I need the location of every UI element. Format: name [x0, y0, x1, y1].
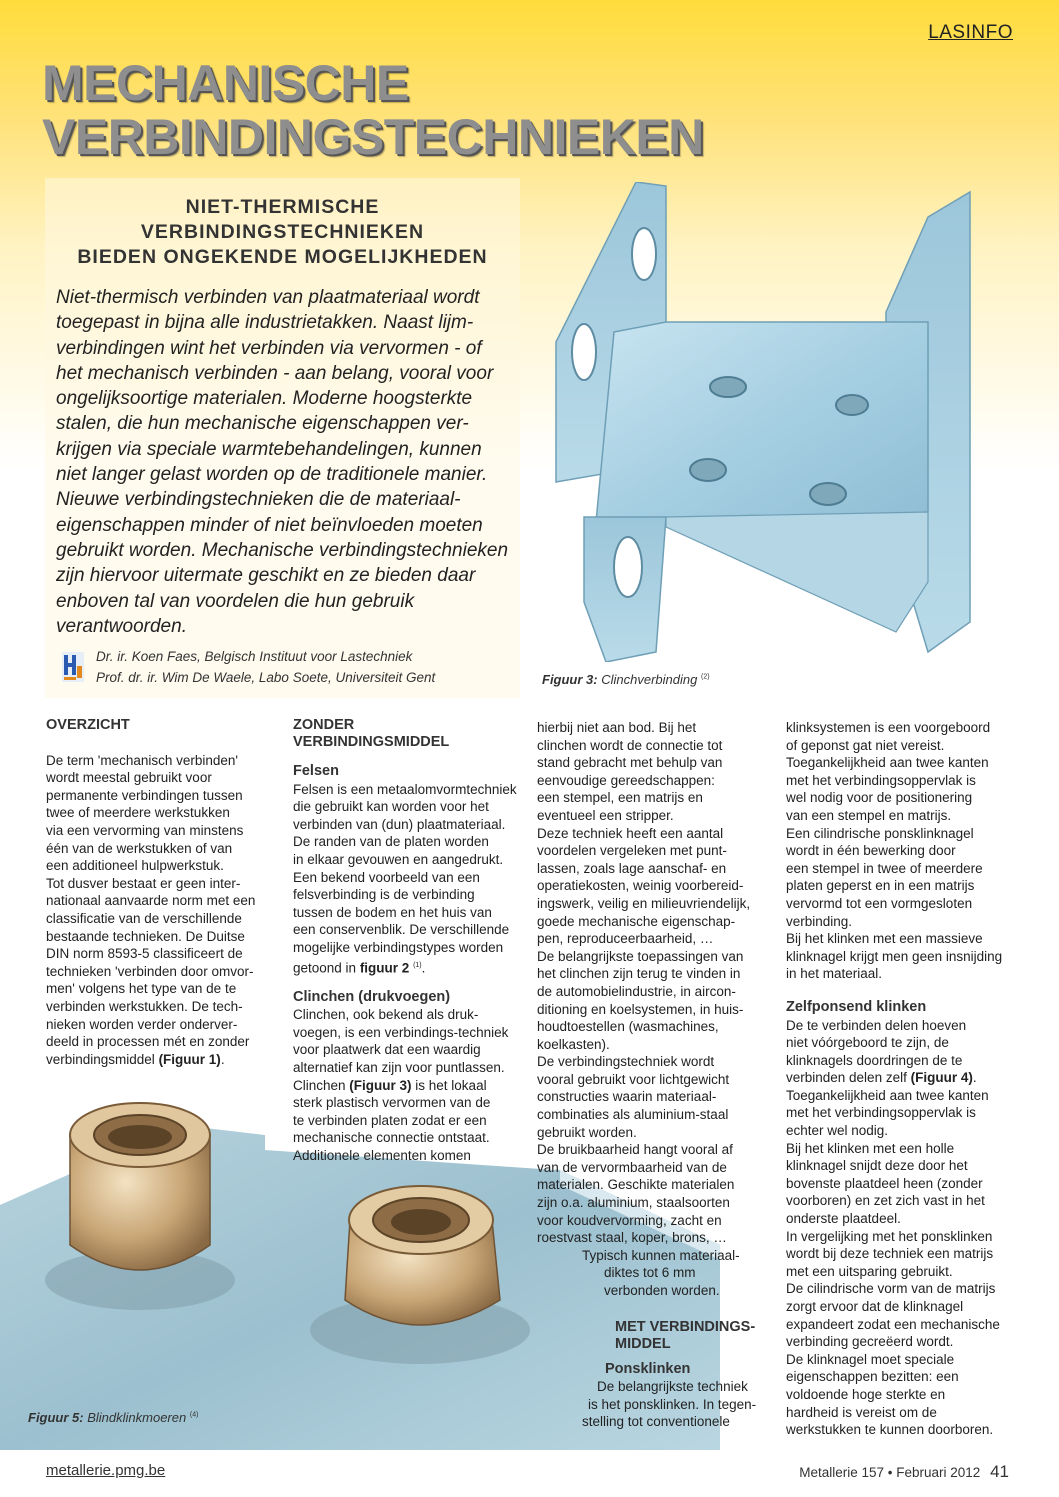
body-line: onderste plaatdeel.: [786, 1211, 901, 1227]
body-line: via een vervorming van minstens: [46, 822, 244, 838]
lead-line: enboven tal van voordelen die hun gebruik: [56, 590, 415, 612]
body-line: zorgt ervoor dat de klinknagel: [786, 1299, 964, 1314]
body-line: De belangrijkste toepassingen van: [537, 948, 744, 964]
figure-4-reference: (Figuur 4): [910, 1070, 973, 1086]
subheading-ponsklinken: Ponsklinken: [605, 1360, 691, 1377]
body-line: sterk plastisch vervormen van de: [293, 1095, 491, 1111]
body-line: hardheid is vereist om de: [786, 1404, 937, 1420]
body-line: is het ponsklinken. In tegen-: [588, 1396, 757, 1412]
body-line: eenvoudige gereedschappen:: [537, 772, 715, 788]
lead-line: verbindingen wint het verbinden via vervormen - of: [56, 337, 482, 359]
figure-3-clinch-photo: [536, 182, 1036, 662]
body-line: deeld in processen mét en zonder: [46, 1034, 250, 1050]
subheading-felsen: Felsen: [293, 763, 339, 779]
body-line: eigenschappen bezitten: een: [786, 1369, 959, 1385]
body-line: van een stempel en matrijs.: [786, 807, 952, 823]
body-line: Clinchen, ook bekend als druk-: [293, 1007, 479, 1023]
body-line: verbinding gecreëerd wordt.: [786, 1334, 954, 1350]
body-line: In vergelijking met het ponsklinken: [786, 1228, 993, 1244]
body-line: wordt meestal gebruikt voor: [46, 770, 212, 786]
body-line: De term 'mechanisch verbinden': [46, 752, 238, 768]
body-line: mogelijke verbindingstypes worden: [293, 939, 504, 955]
body-line: met het verbindingsoppervlak is: [786, 1105, 976, 1121]
body-line: wordt bij deze techniek een matrijs: [786, 1246, 994, 1262]
body-line: verbinden van (dun) plaatmateriaal.: [293, 816, 506, 832]
body-text: verbinden delen zelf: [786, 1070, 911, 1086]
body-line: pen, reproduceerbaarheid, …: [537, 931, 714, 947]
body-line: clinchen wordt de connectie tot: [537, 737, 723, 753]
body-line: vervormd tot een vormgesloten: [786, 895, 973, 911]
figure-5-text: Blindklinkmoeren: [87, 1410, 187, 1425]
lead-line: gebruikt worden. Mechanische verbindingstechnieken: [56, 539, 509, 561]
figure-3-reference: (Figuur 3): [349, 1077, 412, 1093]
body-line: in elkaar gevouwen en aangedrukt.: [293, 851, 504, 867]
figure-3-label: Figuur 3:: [542, 672, 598, 687]
body-line: ingswerk, veilig en milieuvriendelijk,: [537, 895, 751, 911]
body-line: verbonden worden.: [604, 1283, 720, 1298]
lead-line: niet langer gelast worden op de traditionele manier.: [56, 464, 488, 486]
lead-line: zijn hiervoor uitermate geschikt en ze bieden daar: [56, 565, 476, 587]
lead-line: krijgen via speciale warmtebehandelingen, kunnen: [56, 438, 482, 460]
body-line: De randen van de platen worden: [293, 834, 489, 850]
body-line: nationaal aanvaarde norm met een: [46, 893, 256, 909]
body-line: gebruikt worden.: [537, 1124, 637, 1140]
subtitle-line-3: BIEDEN ONGEKENDE MOGELIJKHEDEN: [77, 246, 488, 268]
body-line: van de vervormbaarheid van de: [537, 1159, 727, 1175]
body-line: [293, 1077, 528, 1095]
body-line: Deze techniek heeft een aantal: [537, 825, 724, 841]
body-line: wordt in één bewerking door: [786, 843, 956, 859]
subheading-clinchen: Clinchen (drukvoegen): [293, 988, 451, 1005]
body-line: Typisch kunnen materiaal-: [582, 1247, 740, 1263]
body-line: Toegankelijkheid aan twee kanten: [786, 755, 989, 771]
body-text: .: [220, 1051, 225, 1067]
body-line: goede mechanische eigenschap-: [537, 913, 736, 929]
column-4: [786, 719, 1036, 1439]
body-line: [293, 957, 528, 977]
lead-line: het mechanisch verbinden - aan belang, vooral voor: [56, 362, 494, 384]
figure-3-caption: [542, 672, 710, 687]
body-line: wel nodig voor de positionering: [786, 790, 973, 806]
figure-5-label: Figuur 5:: [28, 1410, 84, 1425]
body-line: combinaties als aluminium-staal: [537, 1107, 729, 1123]
footer-issue-info: [799, 1462, 1009, 1482]
figure-5-caption: [28, 1410, 198, 1425]
body-line: voor plaatwerk dat een waardig: [293, 1042, 481, 1058]
body-line: een conservenblik. De verschillende: [293, 922, 510, 938]
body-line: De belangrijkste techniek: [597, 1379, 748, 1395]
body-line: die gebruikt kan worden voor het: [293, 799, 489, 815]
body-line: te verbinden platen zodat er een: [293, 1112, 487, 1128]
body-line: tussen de bodem en het huis van: [293, 904, 492, 920]
page-title: [42, 56, 742, 164]
issue-label: Metallerie 157 • Februari 2012: [799, 1465, 981, 1480]
subtitle-line-1: NIET-THERMISCHE: [185, 196, 380, 218]
body-line: alternatief kan zijn voor puntlassen.: [293, 1060, 505, 1075]
body-line: met een uitsparing gebruikt.: [786, 1263, 953, 1279]
subheading-zelfponsend-klinken: Zelfponsend klinken: [786, 998, 927, 1015]
body-line: technieken 'verbinden door omvor-: [46, 963, 254, 979]
body-line: Een bekend voorbeeld van een: [293, 869, 480, 885]
body-line: De cilindrische vorm van de matrijs: [786, 1281, 996, 1297]
body-line: voorboren) en zet zich vast in het: [786, 1193, 985, 1209]
page-number: 41: [990, 1462, 1009, 1481]
body-line: voordelen vergeleken met punt-: [537, 843, 727, 859]
body-line: klinknagels doordringen de te: [786, 1052, 963, 1068]
body-text: Clinchen: [293, 1077, 350, 1093]
body-line: materialen. Geschikte materialen: [537, 1177, 735, 1193]
body-line: één van de werkstukken of van: [46, 840, 233, 856]
body-line: diktes tot 6 mm: [604, 1265, 696, 1281]
body-line: eventueel een stripper.: [537, 807, 674, 823]
body-text: .: [972, 1070, 977, 1086]
body-line: een stempel in twee of meerdere: [786, 860, 983, 876]
body-line: echter wel nodig.: [786, 1123, 889, 1139]
body-line: niet vóórgeboord te zijn, de: [786, 1035, 949, 1051]
subtitle: [45, 195, 520, 270]
figure-2-reference: figuur 2: [359, 960, 410, 976]
body-line: twee of meerdere werkstukken: [46, 805, 230, 821]
body-line: [786, 1069, 1036, 1087]
body-line: koelkasten).: [537, 1036, 610, 1052]
body-line: een stempel, een matrijs en: [537, 790, 703, 806]
body-line: voldoende hoge sterkte en: [786, 1386, 946, 1402]
body-line: verbinding.: [786, 913, 853, 929]
body-line: Een cilindrische ponsklinknagel: [786, 825, 974, 841]
body-line: De klinknagel moet speciale: [786, 1351, 955, 1367]
body-line: met het verbindingsoppervlak is: [786, 772, 976, 788]
lead-line: Nieuwe verbindingstechnieken die de materiaal-: [56, 489, 461, 511]
body-line: Bij het klinken met een holle: [786, 1140, 955, 1156]
figure-3-ref: (2): [700, 673, 710, 681]
body-line: [46, 1051, 276, 1069]
lead-line: ongelijksoortige materialen. Moderne hoogsterkte: [56, 388, 473, 410]
heading-met-verbindingsmiddel: MET VERBINDINGS-: [615, 1318, 756, 1335]
body-line: ditioning en koelsystemen, in huis-: [537, 1001, 744, 1017]
body-line: Tot dusver bestaat er geen inter-: [46, 875, 241, 891]
body-line: bestaande technieken. De Duitse: [46, 928, 245, 944]
body-line: Toegankelijkheid aan twee kanten: [786, 1087, 989, 1103]
body-line: classificatie van de verschillende: [46, 910, 242, 926]
body-line: permanente verbindingen tussen: [46, 787, 243, 803]
body-line: roestvast staal, koper, brons, …: [537, 1230, 727, 1246]
body-line: de automobielindustrie, in aircon-: [537, 983, 736, 999]
lead-line: toegepast in bijna alle industrietakken. Naast lijm-: [56, 312, 474, 334]
heading-middel: MIDDEL: [615, 1335, 671, 1352]
body-line: De te verbinden delen hoeven: [786, 1017, 967, 1033]
body-line: vooral gebruikt voor lichtgewicht: [537, 1071, 730, 1087]
author-credits: [96, 646, 435, 688]
body-line: stand gebracht met behulp van: [537, 755, 723, 771]
body-text: getoond in: [293, 960, 360, 976]
body-line: in het materiaal.: [786, 966, 883, 982]
column-3: [537, 719, 777, 1431]
heading-zonder: ZONDER: [293, 717, 355, 733]
lead-paragraph: [56, 285, 518, 639]
body-line: hierbij niet aan bod. Bij het: [537, 720, 697, 735]
section-tag[interactable]: LASINFO: [928, 22, 1013, 43]
body-line: lassen, zoals lage aanschaf- en: [537, 860, 727, 876]
body-line: voor koudvervorming, zacht en: [537, 1212, 722, 1228]
heading-overzicht: OVERZICHT: [46, 717, 130, 733]
figure-5-ref: (4): [189, 1411, 199, 1419]
body-line: platen geperst en in een matrijs: [786, 878, 975, 894]
author-2: Prof. dr. ir. Wim De Waele, Labo Soete, Universiteit Gent: [96, 670, 436, 685]
body-line: mechanische connectie ontstaat.: [293, 1130, 490, 1146]
body-line: constructies waarin materiaal-: [537, 1089, 717, 1105]
body-line: verbinden werkstukken. De tech-: [46, 998, 243, 1014]
body-line: De bruikbaarheid hangt vooral af: [537, 1142, 733, 1158]
footer-website-link[interactable]: metallerie.pmg.be: [46, 1462, 166, 1479]
body-line: het clinchen zijn terug te vinden in: [537, 966, 741, 982]
figure-3-text: Clinchverbinding: [601, 672, 698, 687]
figure-1-reference: (Figuur 1): [158, 1051, 221, 1067]
reference-1: (1): [413, 961, 422, 969]
heading-verbindingsmiddel: VERBINDINGSMIDDEL: [293, 734, 450, 750]
body-text: .: [421, 960, 426, 976]
body-line: De verbindingstechniek wordt: [537, 1054, 715, 1070]
subtitle-line-2: VERBINDINGSTECHNIEKEN: [140, 221, 425, 243]
body-line: of geponst gat niet vereist.: [786, 737, 945, 753]
body-line: expandeert zodat een mechanische: [786, 1316, 1000, 1332]
body-text: is het lokaal: [411, 1077, 487, 1093]
body-line: klinknagel krijgt men geen insnijding: [786, 948, 1003, 964]
lead-line: verantwoorden.: [56, 615, 187, 637]
body-line: Bij het klinken met een massieve: [786, 931, 983, 947]
column-1: [46, 717, 276, 1068]
body-line: Additionele elementen komen: [293, 1147, 471, 1163]
body-text: verbindingsmiddel: [46, 1051, 159, 1067]
author-1: Dr. ir. Koen Faes, Belgisch Instituut voor Lastechniek: [96, 649, 413, 664]
column-2: [293, 717, 528, 1165]
lead-line: Niet-thermisch verbinden van plaatmateriaal wordt: [56, 287, 480, 308]
body-line: felsverbinding is de verbinding: [293, 887, 475, 903]
body-line: DIN norm 8593-5 classificeert de: [46, 946, 243, 962]
body-line: voegen, is een verbindings-techniek: [293, 1024, 509, 1040]
body-line: een additioneel hulpwerkstuk.: [46, 858, 224, 874]
body-line: stelling tot conventionele: [582, 1414, 730, 1430]
body-line: zijn o.a. aluminium, staalsoorten: [537, 1195, 730, 1211]
body-line: klinknagel snijdt deze door het: [786, 1158, 968, 1174]
body-line: men' volgens het type van de te: [46, 981, 237, 997]
body-line: werkstukken te kunnen doorboren.: [786, 1422, 994, 1438]
body-line: houdtoestellen (wasmachines,: [537, 1019, 719, 1035]
title-line-2: VERBINDINGSTECHNIEKEN: [42, 109, 704, 165]
institute-logo-icon: [62, 652, 84, 682]
title-line-1: MECHANISCHE: [42, 55, 409, 111]
body-line: operatiekosten, weinig voorbereid-: [537, 878, 744, 894]
body-line: klinksystemen is een voorgeboord: [786, 720, 991, 735]
body-line: bovenste plaatdeel heen (zonder: [786, 1175, 983, 1191]
body-line: nieken worden verder onderver-: [46, 1016, 238, 1032]
body-line: Felsen is een metaalomvormtechniek: [293, 781, 517, 797]
lead-line: stalen, die hun mechanische eigenschappen ver-: [56, 413, 469, 435]
lead-line: eigenschappen minder of niet beïnvloeden moeten: [56, 514, 483, 536]
